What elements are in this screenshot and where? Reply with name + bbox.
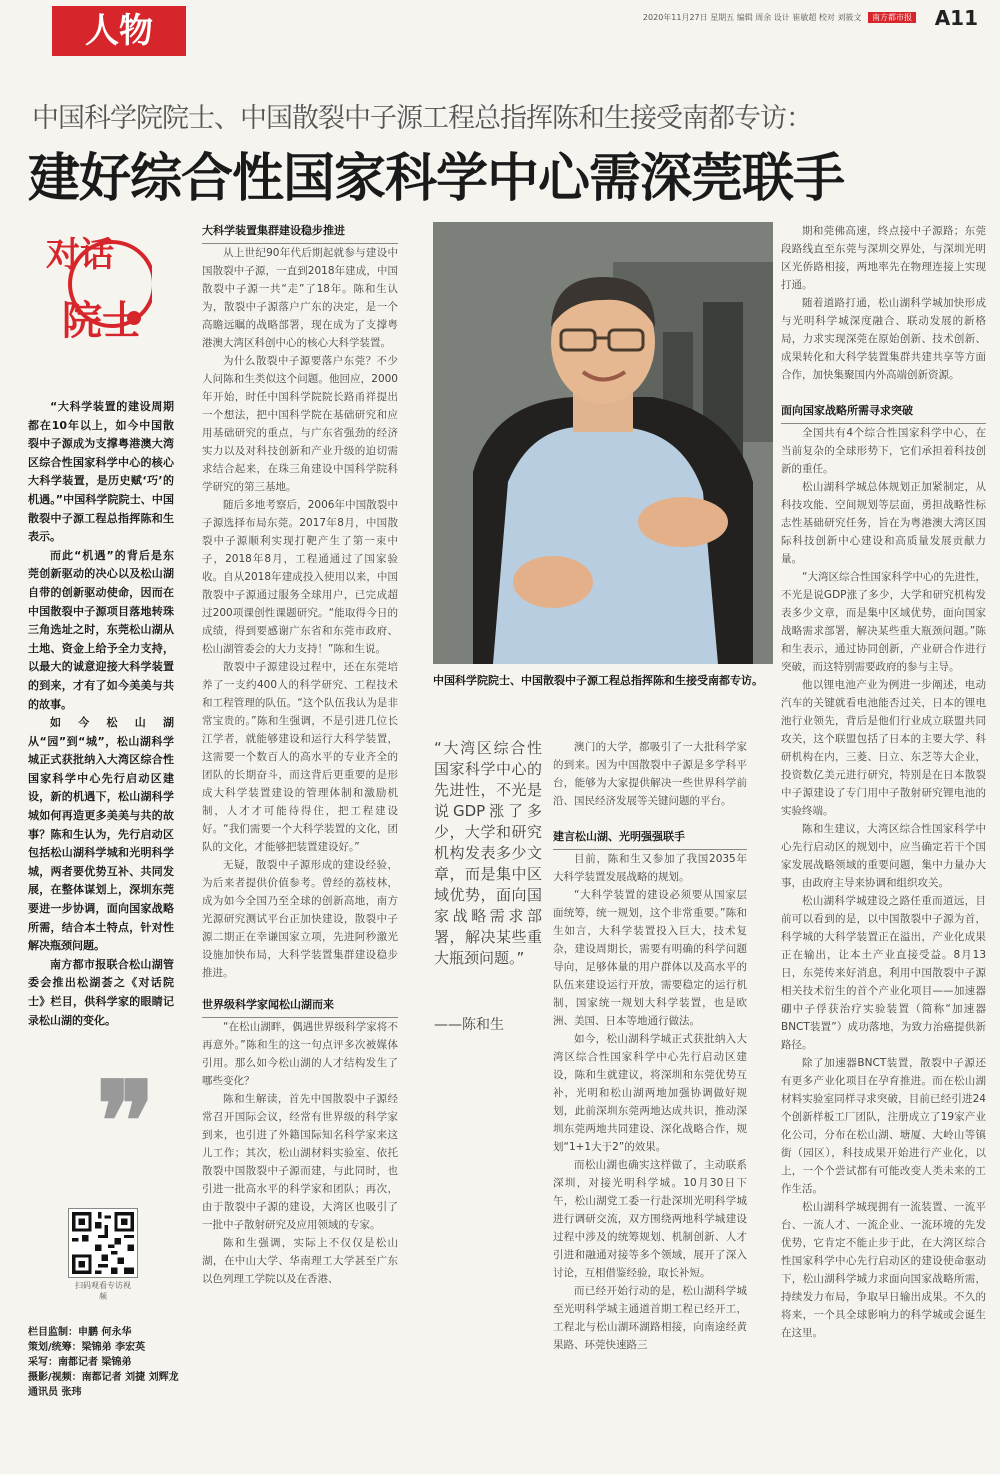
section-subtitle: 大科学装置集群建设稳步推进 (202, 222, 398, 244)
body-paragraph: 无疑，散裂中子源形成的建设经验，为后来者提供价值参考。曾经的荔枝林，成为如今全国乃至全球的创新高地，南方光源研究测试平台正加快建设，散裂中子源二期正在幸谦国家立项，先进阿秒激光设施加快布局，大科学装置集群建设稳步推进。 (202, 859, 398, 979)
section-tag: 人物 (52, 6, 186, 56)
body-paragraph: 松山湖科学城现拥有一流装置、一流平台、一流人才、一流企业、一流环境的先发优势，它肯定不能止步于此，在大湾区综合性国家科学中心先行启动区的建设使命驱动下，松山湖科学城力求面向国家战略所需，持续发力布局，争取早日输出成果。不久的将来，一个具全球影响力的科学城或会诞生在这里。 (781, 1201, 986, 1339)
body-paragraph: 随后多地考察后，2006年中国散裂中子源选择布局东莞。2017年8月，中国散裂中子源顺利实现打靶产生了第一束中子，2018年8月，工程通通过了国家验收。自从2018年建成投入使用以来，中国散裂中子源通过服务全球用户，已完成超过200项课创性课题研究。“能取得今日的成绩，得到要感谢广东省和东莞市政府、松山湖管委会的大力支持！”陈和生说。 (202, 499, 398, 655)
body-paragraph: “在松山湖畔，偶遇世界级科学家将不再意外。”陈和生的这一句点评多次被媒体引用。那么如今松山湖的人才结构发生了哪些变化？ (202, 1021, 398, 1087)
body-paragraph: 随着道路打通，松山湖科学城加快形成与光明科学城深度融合、联动发展的新格局，力求实现深莞在原始创新、技术创新、成果转化和大科学装置集群共建共享等方面合作，加快集聚国内外高端创新资源。 (781, 297, 986, 381)
body-paragraph: 散裂中子源建设过程中，还在东莞培养了一支约400人的科学研究、工程技术和工程管理的队伍。“这个队伍我认为是非常宝贵的。”陈和生强调，不是引进几位长江学者，就能够建设和运行大科学装置，这需要一个数百人的高水平的专业齐全的团队的长期奋斗，而这背后更重要的是形成大科学装置建设的管理体制和激励机制，人才才可能待得住，把工程建设好。“我们需要一个大科学装置的文化，团队的文化，才能够把装置建设好。” (202, 661, 398, 853)
credit-line: 采写：南都记者 梁锦弟 (28, 1357, 132, 1368)
body-paragraph: 澳门的大学，都吸引了一大批科学家的到来。因为中国散裂中子源是多学科平台，能够为大家提供解决一些世界科学前沿、国民经济发展等关键问题的平台。 (553, 741, 747, 807)
photo-caption: 中国科学院院士、中国散裂中子源工程总指挥陈和生接受南都专访。 (433, 674, 763, 687)
body-paragraph: 而松山湖也确实这样做了，主动联系深圳，对接光明科学城。10月30日下午，松山湖党工委一行赴深圳光明科学城进行调研交流，双方围绕两地科学城建设过程中涉及的统筹规划、机制创新、人才引进和融通对接等多个领域，展开了深入讨论，互相借鉴经验，取长补短。 (553, 1159, 747, 1279)
qr-caption: 扫码观看专访视频 (75, 1281, 131, 1301)
pull-quote-author: ——陈和生 (434, 1017, 504, 1033)
date-editor-line: 2020年11月27日 星期五 编辑 周余 设计 崔敏超 校对 刘筱文 (642, 13, 862, 22)
quote-mark-icon: ❞ (96, 1057, 156, 1186)
page-number: A11 (934, 6, 978, 30)
article-column-2 (202, 222, 398, 1442)
body-paragraph: 松山湖科学城总体规划正加紧制定，从科技攻能、空间规划等层面，勇担战略性标志性基础研究任务，旨在为粤港澳大湾区国际科技创新中心建设和高质量发展贡献力量。 (781, 481, 986, 565)
brand-badge: 南方都市报 (868, 12, 916, 23)
body-paragraph: 陈和生建议，大湾区综合性国家科学中心先行启动区的规划中，应当确定若干个国家发展战略领域的重要问题，集中力量办大事，由政府主导来协调和组织攻关。 (781, 823, 986, 889)
logo-text-line2: 院士 (62, 297, 142, 344)
article-column-5 (781, 222, 986, 1442)
body-paragraph: 期和莞佛高速，终点接中子源路；东莞段路线直至东莞与深圳交界处，与深圳光明区光侨路相接，两地率先在物理连接上实现打通。 (781, 225, 986, 291)
logo-text-line1: 对话 (46, 235, 114, 275)
section-subtitle: 世界级科学家闻松山湖而来 (202, 996, 398, 1018)
qr-code[interactable] (68, 1208, 138, 1278)
credit-line: 栏目监制：申鹏 何永华 (28, 1327, 132, 1338)
article-subhead: 中国科学院院士、中国散裂中子源工程总指挥陈和生接受南都专访： (32, 103, 812, 134)
section-subtitle: 建言松山湖、光明强强联手 (553, 828, 747, 850)
body-paragraph: 松山湖科学城建设之路任重而道远，目前可以看到的是，以中国散裂中子源为首，科学城的大科学装置正在溢出，产业化成果正在输出，让本土产业直接受益。8月13日，东莞传来好消息，利用中国散裂中子源相关技术衍生的首个产业化项目——加速器硼中子俘获治疗实验装置（简称“加速器BNCT装置”）成功落地，为致力治癌提供新路径。 (781, 895, 986, 1051)
masthead-meta (643, 12, 920, 23)
body-paragraph: 全国共有4个综合性国家科学中心，在当前复杂的全球形势下，它们承担着科技创新的重任。 (781, 427, 986, 475)
body-paragraph: “大湾区综合性国家科学中心的先进性，不光是说GDP涨了多少，大学和研究机构发表多少文章，而是集中区域优势，面向国家战略需求部署，解决某些重大瓶颈问题。”陈和生表示，通过协同创新，产业研合作进行突破，而这特别需要政府的参与主导。 (781, 571, 986, 673)
pull-quote: “大湾区综合性国家科学中心的先进性，不光是说GDP涨了多少，大学和研究机构发表多少文章，而是集中区域优势，面向国家战略需求部署，解决某些重大瓶颈问题。” (434, 739, 542, 967)
article-headline: 建好综合性国家科学中心需深莞联手 (28, 149, 845, 209)
body-paragraph: 陈和生强调，实际上不仅仅是松山湖，在中山大学、华南理工大学甚至广东以色列理工学院以及在香港、 (202, 1237, 398, 1285)
body-paragraph: 如今，松山湖科学城正式获批纳入大湾区综合性国家科学中心先行启动区建设，陈和生就建议，将深圳和东莞优势互补，光明和松山湖两地加强协调做好规划，此前深圳东莞两地达成共识，推动深圳东莞两地共同建设、深化战略合作，规划“1+1大于2”的效果。 (553, 1033, 747, 1153)
section-subtitle: 面向国家战略所需寻求突破 (781, 402, 986, 424)
body-paragraph: 从上世纪90年代后期起就参与建设中国散裂中子源，一直到2018年建成，中国散裂中子源一共“走”了18年。陈和生认为，散裂中子源落户广东的决定，是一个高瞻远瞩的战略部署，现在成为了支撑粤港澳大湾区科创中心的核心大科学装置。 (202, 247, 398, 349)
body-paragraph: “大科学装置的建设必须要从国家层面统筹，统一规划，这个非常重要。”陈和生如言，大科学装置投入巨大，技术复杂，建设周期长，需要有明确的科学问题导向，足够体量的用户群体以及高水平的队伍来建设运行开放，需要稳定的运行机制，国家统一规划大科学装置，也是欧洲、美国、日本等地通行做法。 (553, 889, 747, 1027)
intro-paragraph: “大科学装置的建设周期都在10年以上，如今中国散裂中子源成为支撑粤港澳大湾区综合性国家科学中心的核心大科学装置，是历史赋‘巧’的机遇。”中国科学院院士、中国散裂中子源工程总指挥陈和生表示。 (28, 400, 174, 544)
body-paragraph: 目前，陈和生又参加了我国2035年大科学装置发展战略的规划。 (553, 853, 747, 883)
article-column-4 (553, 738, 747, 1438)
body-paragraph: 他以锂电池产业为例进一步阐述，电动汽车的关键就看电池能否过关，日本的锂电池行业领先，背后是他们行业成立联盟共同攻关，这个联盟包括了日本的主要大学、科研机构在内，三菱、日立、东芝等大企业，投资数亿美元进行研究，特别是在日本散裂中子源建设了专门用中子散射研究锂电池的实验终端。 (781, 679, 986, 817)
body-paragraph: 为什么散裂中子源要落户东莞？不少人问陈和生类似这个问题。他回应，2000年开始，时任中国科学院院长路甬祥提出一个想法，把中国科学院在基础研究和应用基础研究的重点，与广东省强劲的经济实力以及对科技创新和产业升级的迫切需求结合起来，在珠三角建设中国科学院科学研究的第三基地。 (202, 355, 398, 493)
intro-paragraph: 而此“机遇”的背后是东莞创新驱动的决心以及松山湖自带的创新驱动使命，因而在中国散裂中子源项目落地转珠三角选址之时，东莞松山湖从土地、资金上给予全力支持，以最大的诚意迎接大科学装置的到来，才有了如今美美与共的故事。 (28, 548, 174, 711)
credit-line: 通讯员 张玮 (28, 1387, 82, 1398)
interview-photo (433, 222, 773, 664)
body-paragraph: 除了加速器BNCT装置，散裂中子源还有更多产业化项目在孕育推进。而在松山湖材料实验室同样寻求突破，目前已经引进24个创新样板工厂团队，注册成立了19家产业化公司，分布在松山湖、塘厦、大岭山等镇街（园区），科技成果开始进行产业化，以上，一个个尝试都有可能改变人类未来的工作生活。 (781, 1057, 986, 1195)
body-paragraph: 而已经开始行动的是，松山湖科学城至光明科学城主通道首期工程已经开工，工程北与松山湖环湖路相接，向南途经黄果路、环莞快速路三 (553, 1285, 747, 1351)
credit-line: 策划/统筹：梁锦弟 李宏英 (28, 1342, 146, 1353)
intro-text (28, 398, 174, 1030)
dialogue-academician-logo (42, 222, 152, 372)
credit-line: 摄影/视频：南都记者 刘捷 刘辉龙 (28, 1372, 179, 1383)
intro-paragraph: 南方都市报联合松山湖管委会推出松湖荟之《对话院士》栏目，供科学家的眼睛记录松山湖的变化。 (28, 957, 174, 1027)
body-paragraph: 陈和生解读，首先中国散裂中子源经常召开国际会议，经常有世界级的科学家到来，也引进了外籍国际知名科学家来这儿工作；其次，松山湖材料实验室、依托散裂中国散裂中子源而建，与此同时，也引进一批高水平的科学家和团队；再次，由于散裂中子源的建设，大湾区也吸引了一批中子散射研究及应用领域的专家。 (202, 1093, 398, 1231)
credits-block (28, 1325, 178, 1400)
intro-paragraph: 如今松山湖从“园”到“城”，松山湖科学城正式获批纳入大湾区综合性国家科学中心先行启动区建设，新的机遇下，松山湖科学城如何再造更多美美与共的故事？陈和生认为，先行启动区包括松山湖科学城和光明科学城，两者要优势互补、共同发展，在整体谋划上，深圳东莞要进一步协调，面向国家战略所需，结合本土特点，针对性解决瓶颈问题。 (28, 716, 174, 953)
